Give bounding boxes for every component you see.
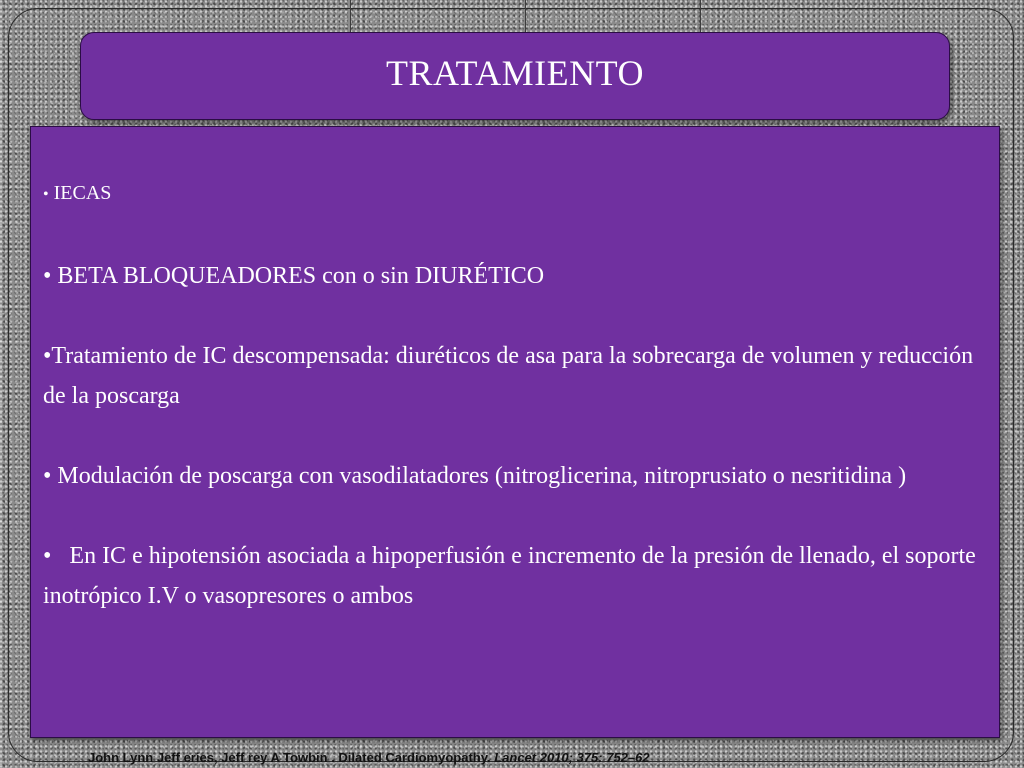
frame-divider-line xyxy=(525,0,526,32)
bullet-text: Tratamiento de IC descompensada: diuréticos de asa para la sobrecarga de volumen y reducción de la poscarga xyxy=(43,343,974,409)
content-panel xyxy=(30,126,1000,738)
bullet-item xyxy=(43,336,977,416)
bullet-dot: • xyxy=(43,343,52,369)
citation-authors: John Lynn Jeff eries, Jeff rey A Towbin . Dilated Cardiomyopathy. xyxy=(88,750,495,765)
bullet-text: Modulación de poscarga con vasodilatadores (nitroglicerina, nitroprusiato o nesritidina ) xyxy=(57,463,907,489)
title-banner xyxy=(80,32,950,120)
slide-title: TRATAMIENTO xyxy=(386,53,644,93)
bullet-dot: • xyxy=(43,463,52,489)
bullet-item xyxy=(43,536,977,616)
frame-divider-line xyxy=(700,0,701,32)
bullet-text: IECAS xyxy=(53,182,112,204)
bullet-item xyxy=(43,175,977,213)
frame-divider-line xyxy=(350,0,351,32)
bullet-dot: • xyxy=(43,263,52,289)
bullet-dot: • xyxy=(43,186,49,203)
bullet-text: BETA BLOQUEADORES con o sin DIURÉTICO xyxy=(57,263,545,289)
citation-journal: Lancet 2010; 375: 752–62 xyxy=(494,750,650,765)
bullet-text: En IC e hipotensión asociada a hipoperfusión e incremento de la presión de llenado, el soporte inotrópico I.V o vasopresores o ambos xyxy=(43,543,976,609)
bullet-item xyxy=(43,456,977,496)
bullet-item xyxy=(43,256,977,296)
reference-citation xyxy=(88,748,650,768)
bullet-dot: • xyxy=(43,543,52,569)
